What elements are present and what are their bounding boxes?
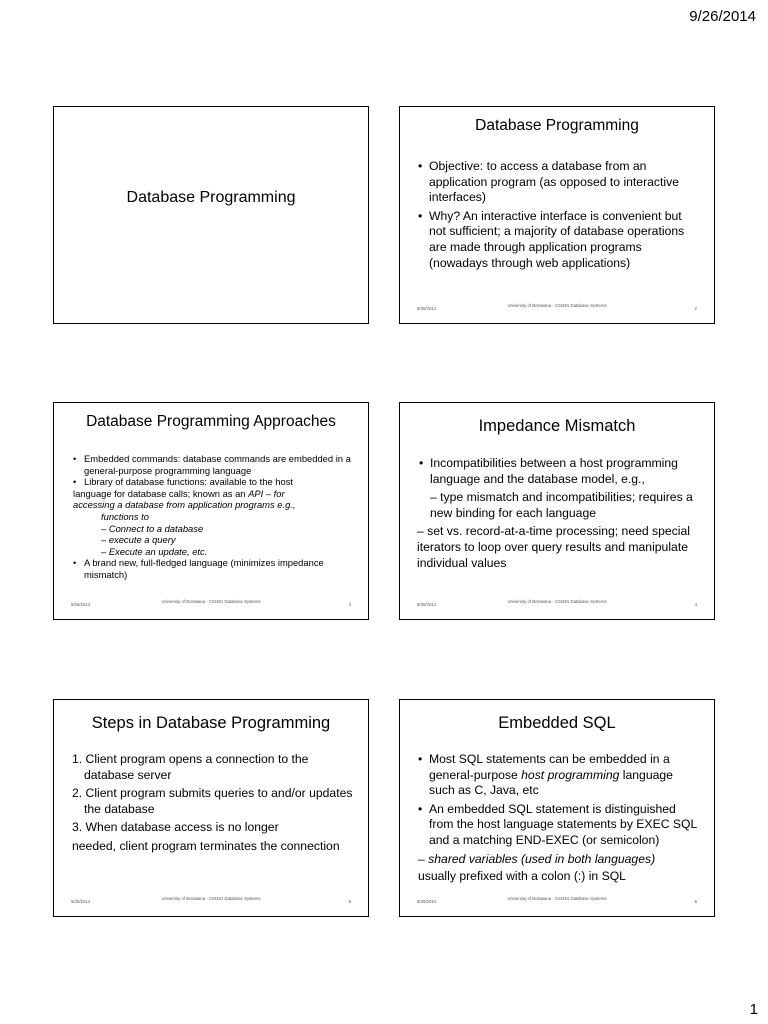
bullet-icon: • bbox=[418, 159, 423, 173]
bullet-icon: • bbox=[73, 453, 77, 464]
sub-item: – type mismatch and incompatibilities; requires a new binding for each language bbox=[430, 490, 693, 520]
bullet-icon: • bbox=[419, 456, 424, 470]
slide-footer bbox=[400, 896, 714, 908]
slide-body bbox=[73, 453, 358, 581]
slide-footer bbox=[400, 599, 714, 611]
sub-item: – Execute an update, etc. bbox=[101, 545, 208, 557]
bullet-icon: • bbox=[73, 557, 77, 569]
slide-body bbox=[418, 752, 702, 885]
footer-date: 9/26/2014 bbox=[71, 899, 91, 904]
text-line: accessing a database from application programs e.g., bbox=[73, 499, 296, 511]
bullet-list bbox=[418, 159, 702, 274]
list-item: • Objective: to access a database from an application program (as opposed to interactive interfaces) bbox=[418, 159, 679, 205]
sub-item: – shared variables (used in both languages) bbox=[418, 851, 656, 866]
slide-1 bbox=[53, 106, 369, 324]
bullet-icon: • bbox=[73, 476, 77, 488]
list-item: • Incompatibilities between a host programming language and the database model, e.g., bbox=[419, 456, 678, 486]
slide-title: Database Programming bbox=[126, 189, 296, 206]
slide-4 bbox=[399, 402, 715, 620]
footer-text: University of Botswana - CSI481 Database Systems bbox=[507, 896, 607, 901]
slide-body bbox=[72, 752, 358, 858]
page-number: 1 bbox=[749, 1001, 758, 1018]
list-item: • A brand new, full-fledged language (minimizes impedance mismatch) bbox=[73, 557, 324, 580]
slide-number: 3 bbox=[348, 602, 351, 607]
bullet-icon: • bbox=[418, 208, 423, 223]
list-item: • An embedded SQL statement is distinguished from the host language statements by EXEC SQL and a matching END-EXEC (or semicolon) bbox=[418, 801, 697, 847]
footer-text: University of Botswana - CSI481 Database Systems bbox=[507, 599, 607, 604]
text-line: language for database calls; known as an API – for bbox=[73, 487, 285, 499]
slide-3 bbox=[53, 402, 369, 620]
footer-text: University of Botswana - CSI481 Database Systems bbox=[161, 599, 261, 604]
slide-footer bbox=[54, 896, 368, 908]
slide-2 bbox=[399, 106, 715, 324]
slide-title: Impedance Mismatch bbox=[478, 417, 636, 435]
footer-text: University of Botswana - CSI481 Database Systems bbox=[507, 303, 607, 308]
slide-6 bbox=[399, 699, 715, 917]
step-item: 3. When database access is no longer bbox=[72, 820, 279, 835]
page-date: 9/26/2014 bbox=[689, 8, 756, 25]
sub-item: – set vs. record-at-a-time processing; need special iterators to loop over query results and manipulate individual values bbox=[417, 524, 690, 570]
slide-number: 5 bbox=[348, 899, 351, 904]
slide-footer bbox=[54, 599, 368, 611]
footer-date: 9/26/2014 bbox=[417, 899, 437, 904]
footer-date: 9/26/2014 bbox=[417, 306, 437, 311]
footer-date: 9/26/2014 bbox=[417, 602, 437, 607]
list-item: • Most SQL statements can be embedded in a general-purpose host programming language such as C, Java, etc bbox=[418, 752, 673, 798]
footer-text: University of Botswana - CSI481 Database Systems bbox=[161, 896, 261, 901]
sub-item: usually prefixed with a colon (:) in SQL bbox=[418, 869, 626, 884]
list-item: • Why? An interactive interface is convenient but not sufficient; a majority of database operations are made through application programs (nowadays through web applications) bbox=[418, 208, 685, 270]
sub-item: – Connect to a database bbox=[101, 522, 204, 534]
sub-item: – execute a query bbox=[101, 534, 176, 546]
slide-5 bbox=[53, 699, 369, 917]
list-item: • Embedded commands: database commands are embedded in a general-purpose programming language bbox=[73, 453, 351, 476]
footer-date: 9/26/2014 bbox=[71, 602, 91, 607]
slide-footer bbox=[400, 303, 714, 315]
slide-title: Steps in Database Programming bbox=[91, 714, 331, 732]
slide-number: 4 bbox=[694, 602, 697, 607]
slide-number: 6 bbox=[694, 899, 697, 904]
slide-body bbox=[417, 456, 702, 571]
slide-number: 2 bbox=[694, 306, 697, 311]
slide-title: Embedded SQL bbox=[498, 714, 616, 732]
list-item: • Library of database functions: available to the host bbox=[73, 476, 293, 488]
bullet-icon: • bbox=[418, 752, 423, 766]
step-item: 2. Client program submits queries to and/or updates the database bbox=[72, 786, 353, 816]
step-item: needed, client program terminates the connection bbox=[72, 838, 340, 853]
slide-title: Database Programming bbox=[475, 117, 639, 134]
bullet-icon: • bbox=[418, 801, 423, 816]
slide-title: Database Programming Approaches bbox=[86, 413, 336, 430]
step-item: 1. Client program opens a connection to the database server bbox=[72, 752, 309, 782]
text-line: functions to bbox=[101, 510, 149, 522]
